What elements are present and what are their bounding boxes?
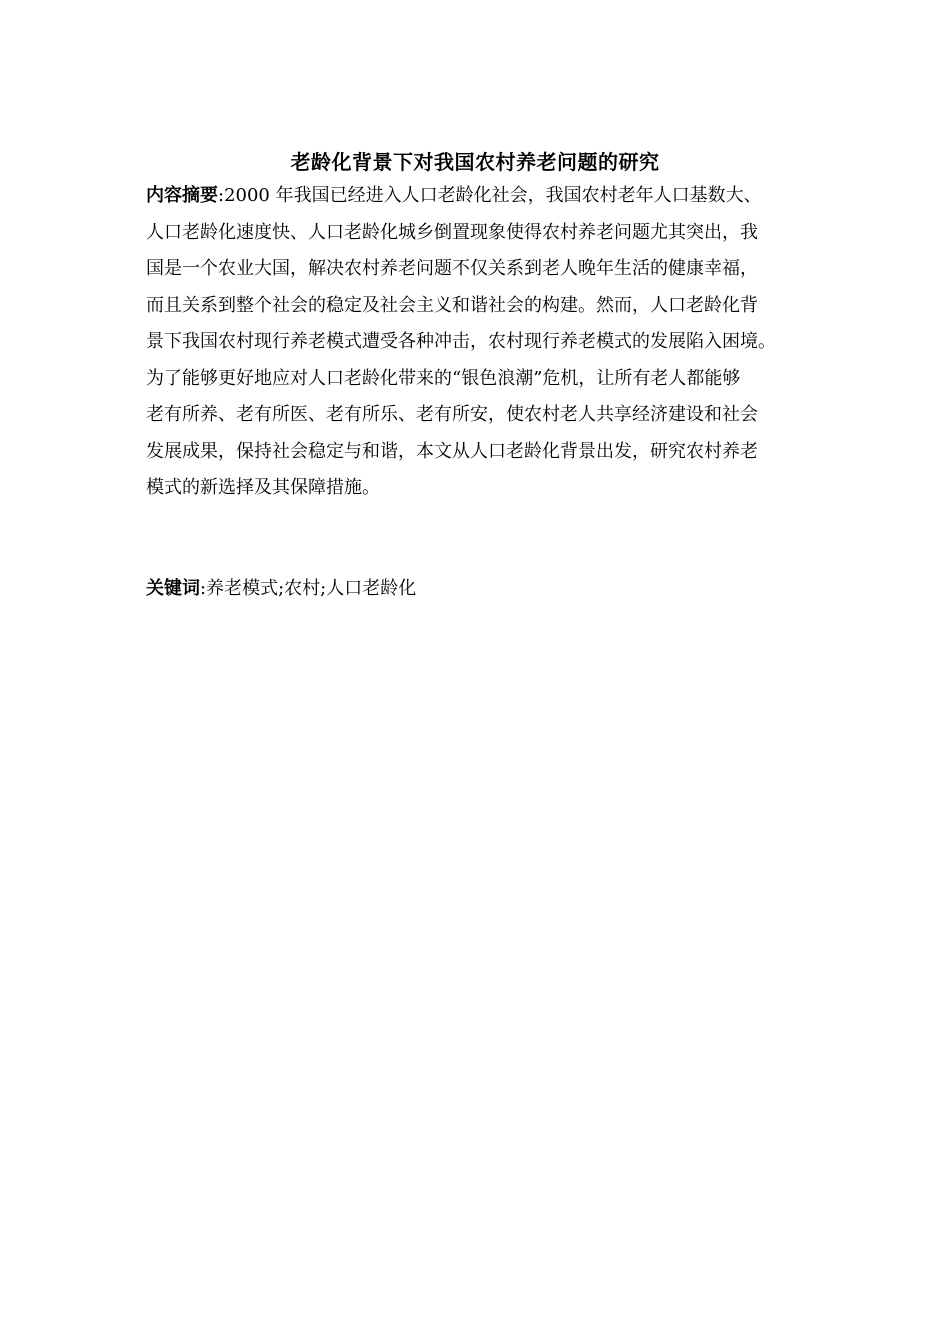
keywords-label: 关键词 <box>146 578 200 599</box>
abstract-line: 模式的新选择及其保障措施。 <box>146 477 380 498</box>
abstract-line: 发展成果，保持社会稳定与和谐，本文从人口老龄化背景出发，研究农村养老 <box>146 440 758 462</box>
abstract-label: 内容摘要 <box>146 185 218 206</box>
abstract-line: 人口老龄化速度快、人口老龄化城乡倒置现象使得农村养老问题尤其突出，我 <box>146 221 758 243</box>
abstract-line: 而且关系到整个社会的稳定及社会主义和谐社会的构建。然而，人口老龄化背 <box>146 294 758 316</box>
document-title: 老龄化背景下对我国农村养老问题的研究 <box>290 150 660 174</box>
abstract-text: :2000 年我国已经进入人口老龄化社会，我国农村老年人口基数大、 <box>218 185 762 206</box>
abstract-line <box>146 178 826 215</box>
keywords-section <box>146 571 826 607</box>
abstract-line: 景下我国农村现行养老模式遭受各种冲击，农村现行养老模式的发展陷入困境。 <box>146 331 776 352</box>
abstract-line: 为了能够更好地应对人口老龄化带来的“银色浪潮”危机，让所有老人都能够 <box>146 367 741 389</box>
abstract-section <box>146 178 826 507</box>
abstract-line: 国是一个农业大国，解决农村养老问题不仅关系到老人晚年生活的健康幸福， <box>146 258 758 279</box>
abstract-line: 老有所养、老有所医、老有所乐、老有所安，使农村老人共享经济建设和社会 <box>146 404 758 425</box>
keywords-text: :养老模式;农村;人口老龄化 <box>200 578 417 599</box>
